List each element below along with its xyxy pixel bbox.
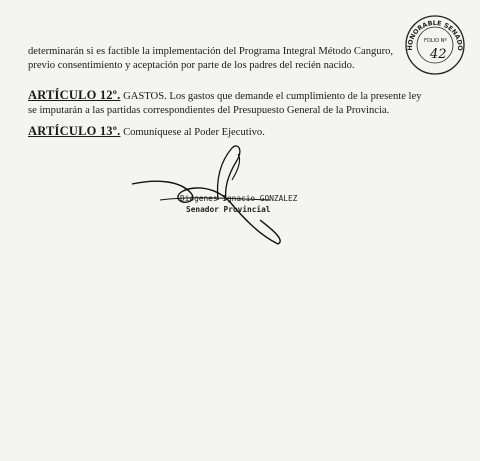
- article-13-heading: ARTÍCULO 13º.: [28, 124, 121, 138]
- body-line-2: previo consentimiento y aceptación por parte de los padres del recién nacido.: [28, 60, 355, 71]
- body-line-1: determinarán si es factible la implementación del Programa Integral Método Canguro,: [28, 46, 394, 57]
- signatory-name: Diogenes Ignacio GONZALEZ: [180, 194, 298, 203]
- article-12-text: GASTOS. Los gastos que demande el cumplimiento de la presente ley: [120, 91, 422, 102]
- article-12-line-2: se imputarán a las partidas correspondientes del Presupuesto General de la Provincia.: [28, 105, 390, 116]
- article-12-heading: ARTÍCULO 12º.: [28, 88, 121, 102]
- stamp-text: HONORABLE SENADO: [405, 18, 465, 51]
- article-12-line-1: [28, 89, 422, 103]
- folio-label: FOLIO Nº: [424, 38, 447, 44]
- article-13-text: Comuníquese al Poder Ejecutivo.: [120, 127, 265, 138]
- signatory-title: Senador Provincial: [186, 205, 271, 214]
- senate-stamp: [404, 14, 466, 76]
- folio-number: 42: [430, 47, 447, 62]
- article-13-line: [28, 125, 265, 139]
